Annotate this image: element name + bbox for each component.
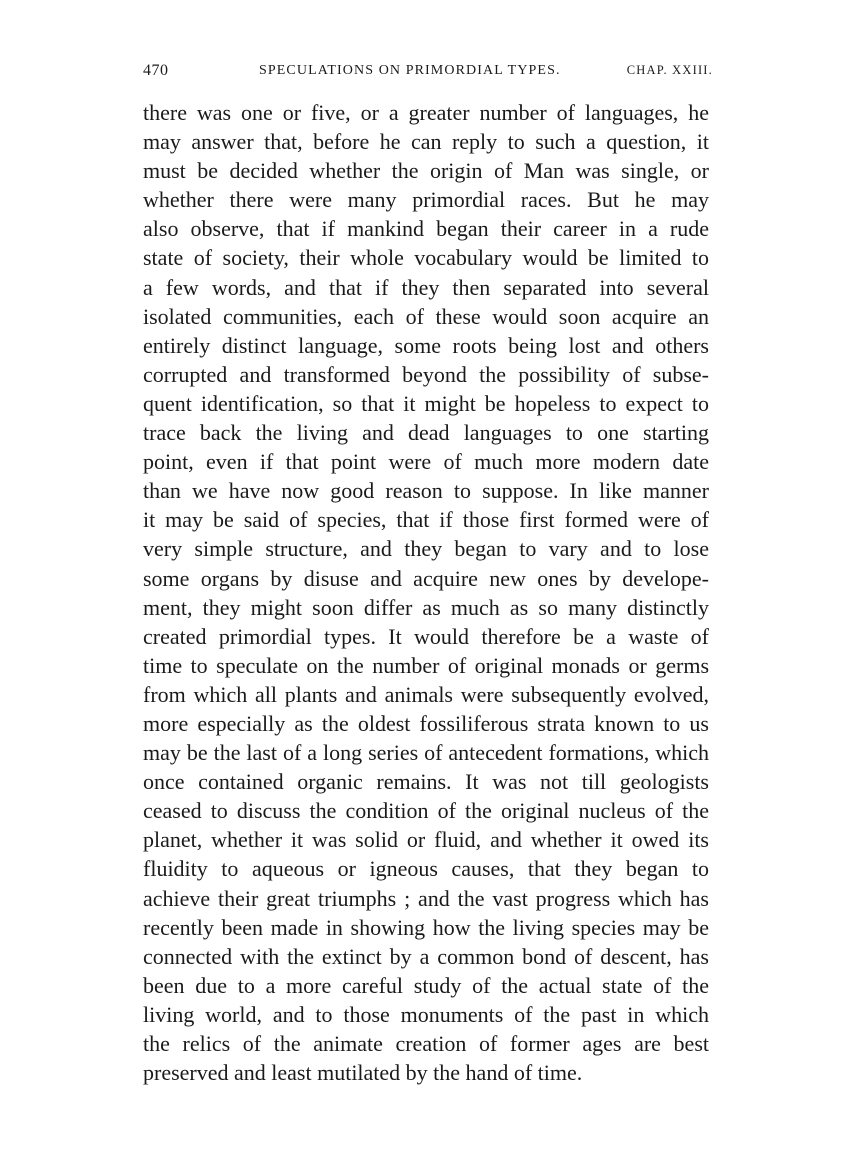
text-line: must be decided whether the origin of Man was single, or (143, 158, 709, 184)
text-line: very simple structure, and they began to vary and to lose (143, 536, 709, 562)
text-line: ceased to discuss the condition of the original nucleus of the (143, 798, 709, 824)
text-line: may be the last of a long series of antecedent formations, which (143, 740, 709, 766)
text-line: once contained organic remains. It was not till geologists (143, 769, 709, 795)
text-line: more especially as the oldest fossiliferous strata known to us (143, 710, 709, 736)
text-line: been due to a more careful study of the actual state of the (143, 972, 709, 998)
text-line: connected with the extinct by a common bond of descent, has (143, 943, 709, 969)
text-line: it may be said of species, that if those first formed were of (143, 507, 709, 533)
text-line: a few words, and that if they then separated into several (143, 274, 709, 300)
text-line: the relics of the animate creation of former ages are best (143, 1031, 709, 1056)
text-line: ment, they might soon differ as much as so many distinctly (143, 594, 709, 620)
text-line: may answer that, before he can reply to such a question, it (143, 129, 709, 155)
text-line: living world, and to those monuments of the past in which (143, 1001, 709, 1027)
text-line: point, even if that point were of much more modern date (143, 449, 709, 475)
body-paragraph (143, 98, 709, 1087)
text-line: achieve their great triumphs ; and the vast progress which has (143, 885, 709, 911)
chapter-label: CHAP. XXIII. (626, 63, 713, 77)
text-line: entirely distinct language, some roots being lost and others (143, 332, 709, 358)
text-line: isolated communities, each of these would soon acquire an (143, 303, 709, 329)
text-line: some organs by disuse and acquire new ones by develope- (143, 565, 709, 591)
text-line: than we have now good reason to suppose. In like manner (143, 478, 709, 504)
text-line: planet, whether it was solid or fluid, and whether it owed its (143, 827, 709, 853)
text-line: corrupted and transformed beyond the possibility of subse- (143, 361, 709, 387)
text-line: created primordial types. It would therefore be a waste of (143, 623, 709, 649)
running-title: SPECULATIONS ON PRIMORDIAL TYPES. (259, 63, 561, 78)
text-line: time to speculate on the number of original monads or germs (143, 652, 709, 678)
text-line: also observe, that if mankind began their career in a rude (143, 216, 709, 242)
text-line: fluidity to aqueous or igneous causes, that they began to (143, 856, 709, 882)
text-line: state of society, their whole vocabulary would be limited to (143, 245, 709, 271)
text-line: from which all plants and animals were subsequently evolved, (143, 681, 709, 707)
text-line: there was one or five, or a greater number of languages, he (143, 100, 709, 125)
page-number: 470 (143, 62, 169, 79)
text-line: trace back the living and dead languages to one starting (143, 420, 709, 446)
text-line: preserved and least mutilated by the hand of time. (143, 1060, 583, 1086)
text-line: quent identification, so that it might be hopeless to expect to (143, 390, 709, 416)
text-line: recently been made in showing how the living species may be (143, 914, 709, 940)
text-line: whether there were many primordial races. But he may (143, 187, 709, 213)
running-head (143, 62, 713, 86)
